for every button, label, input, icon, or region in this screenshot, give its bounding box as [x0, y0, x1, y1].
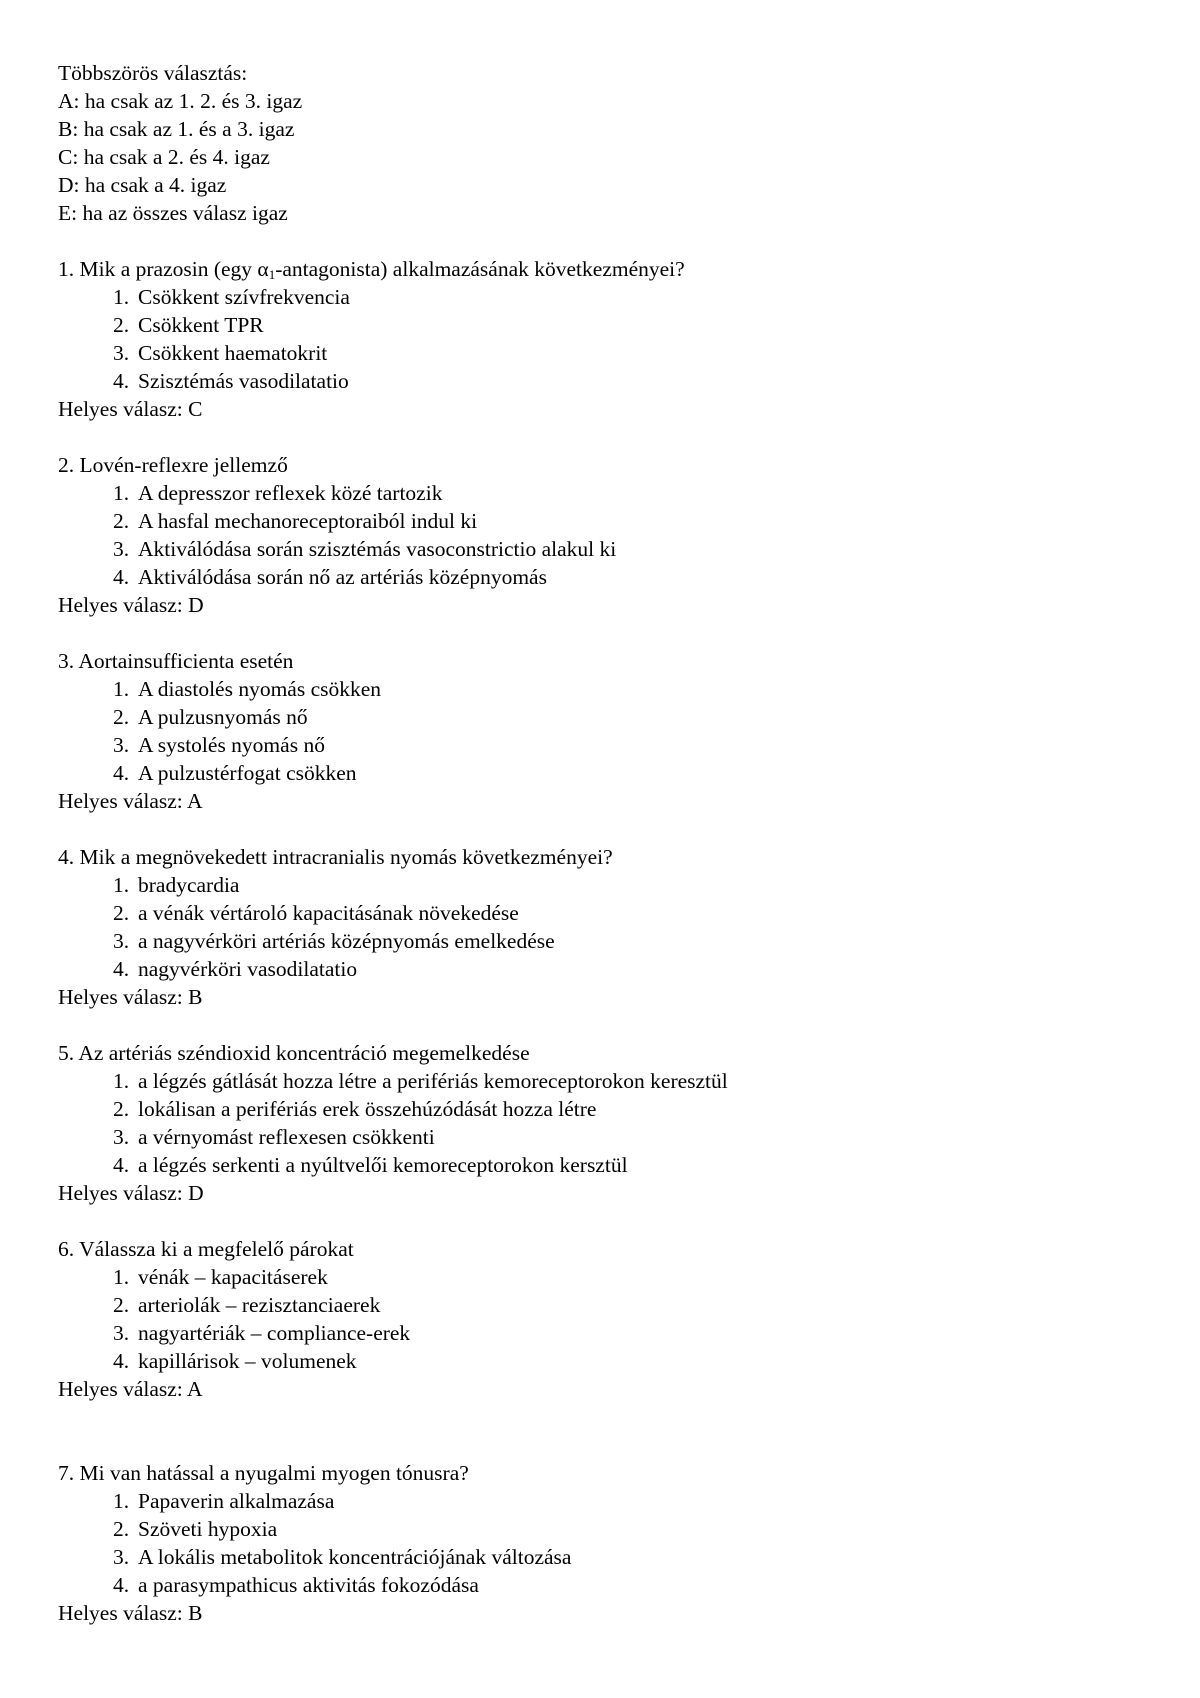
option-item — [58, 535, 1158, 563]
option-text: A depresszor reflexek közé tartozik — [138, 481, 443, 505]
option-text: Csökkent szívfrekvencia — [138, 285, 350, 309]
option-list — [58, 1263, 1158, 1375]
spacer — [58, 227, 1158, 255]
option-item — [58, 1487, 1158, 1515]
option-item — [58, 1543, 1158, 1571]
option-text: Csökkent haematokrit — [138, 341, 328, 365]
option-number: 4. — [113, 761, 130, 785]
correct-answer: Helyes válasz: A — [58, 789, 203, 813]
option-number: 2. — [113, 1293, 130, 1317]
option-text: A hasfal mechanoreceptoraiból indul ki — [138, 509, 478, 533]
option-number: 4. — [113, 1349, 130, 1373]
question-text: 6. Válassza ki a megfelelő párokat — [58, 1237, 354, 1261]
option-item — [58, 507, 1158, 535]
option-number: 3. — [113, 1321, 130, 1345]
correct-answer: Helyes válasz: C — [58, 397, 203, 421]
option-number: 1. — [113, 677, 130, 701]
option-item — [58, 311, 1158, 339]
option-number: 2. — [113, 509, 130, 533]
option-number: 1. — [113, 1069, 130, 1093]
option-number: 4. — [113, 369, 130, 393]
option-text: a vénák vértároló kapacitásának növekedése — [138, 901, 519, 925]
option-text: A diastolés nyomás csökken — [138, 677, 382, 701]
option-number: 2. — [113, 1517, 130, 1541]
option-item — [58, 1347, 1158, 1375]
question-text — [58, 255, 1158, 283]
question-text: 3. Aortainsufficienta esetén — [58, 649, 294, 673]
answer-key-e: E: ha az összes válasz igaz — [58, 201, 288, 225]
option-text: nagyartériák – compliance-erek — [138, 1321, 411, 1345]
option-list — [58, 1067, 1158, 1179]
option-item — [58, 1515, 1158, 1543]
spacer — [58, 1207, 1158, 1235]
correct-answer: Helyes válasz: B — [58, 985, 203, 1009]
option-item — [58, 367, 1158, 395]
option-text: Szöveti hypoxia — [138, 1517, 278, 1541]
option-item — [58, 759, 1158, 787]
option-item — [58, 1095, 1158, 1123]
option-text: Papaverin alkalmazása — [138, 1489, 335, 1513]
option-item — [58, 1067, 1158, 1095]
option-item — [58, 703, 1158, 731]
option-item — [58, 1571, 1158, 1599]
option-item — [58, 339, 1158, 367]
option-list — [58, 479, 1158, 591]
option-number: 3. — [113, 929, 130, 953]
option-number: 3. — [113, 341, 130, 365]
instructions-title: Többszörös választás: — [58, 61, 248, 85]
option-text: kapillárisok – volumenek — [138, 1349, 357, 1373]
option-text: a parasympathicus aktivitás fokozódása — [138, 1573, 479, 1597]
option-item — [58, 927, 1158, 955]
option-text: a légzés serkenti a nyúltvelői kemoreceptorokon kersztül — [138, 1153, 628, 1177]
question-text-part: 1. Mik a prazosin (egy α — [58, 257, 269, 281]
option-item — [58, 1151, 1158, 1179]
option-list — [58, 675, 1158, 787]
option-item — [58, 1123, 1158, 1151]
option-text: Csökkent TPR — [138, 313, 264, 337]
question-text: 2. Lovén-reflexre jellemző — [58, 453, 288, 477]
answer-key-d: D: ha csak a 4. igaz — [58, 173, 227, 197]
option-text: A pulzusnyomás nő — [138, 705, 308, 729]
option-number: 2. — [113, 901, 130, 925]
option-number: 1. — [113, 873, 130, 897]
option-text: Szisztémás vasodilatatio — [138, 369, 349, 393]
option-text: A lokális metabolitok koncentrációjának változása — [138, 1545, 572, 1569]
option-item — [58, 871, 1158, 899]
option-number: 4. — [113, 957, 130, 981]
option-number: 4. — [113, 1573, 130, 1597]
option-number: 1. — [113, 285, 130, 309]
option-number: 4. — [113, 1153, 130, 1177]
option-item — [58, 479, 1158, 507]
option-number: 2. — [113, 313, 130, 337]
option-item — [58, 675, 1158, 703]
option-number: 4. — [113, 565, 130, 589]
option-number: 2. — [113, 705, 130, 729]
spacer — [58, 423, 1158, 451]
option-list — [58, 871, 1158, 983]
option-text: Aktiválódása során szisztémás vasoconstrictio alakul ki — [138, 537, 617, 561]
option-text: vénák – kapacitáserek — [138, 1265, 328, 1289]
correct-answer: Helyes válasz: D — [58, 593, 204, 617]
document-page — [58, 59, 1158, 1627]
option-number: 3. — [113, 733, 130, 757]
option-text: bradycardia — [138, 873, 240, 897]
spacer — [58, 1011, 1158, 1039]
option-item — [58, 563, 1158, 591]
spacer — [58, 1403, 1158, 1459]
option-number: 3. — [113, 537, 130, 561]
answer-key-c: C: ha csak a 2. és 4. igaz — [58, 145, 270, 169]
correct-answer: Helyes válasz: A — [58, 1377, 203, 1401]
subscript: 1 — [268, 267, 276, 282]
spacer — [58, 619, 1158, 647]
option-number: 1. — [113, 1265, 130, 1289]
option-item — [58, 1319, 1158, 1347]
option-text: A pulzustérfogat csökken — [138, 761, 357, 785]
correct-answer: Helyes válasz: D — [58, 1181, 204, 1205]
option-text: lokálisan a perifériás erek összehúzódását hozza létre — [138, 1097, 597, 1121]
question-text-part: -antagonista) alkalmazásának következményei? — [275, 257, 685, 281]
correct-answer: Helyes válasz: B — [58, 1601, 203, 1625]
option-number: 3. — [113, 1545, 130, 1569]
option-list — [58, 1487, 1158, 1599]
option-item — [58, 899, 1158, 927]
question-text: 4. Mik a megnövekedett intracranialis nyomás következményei? — [58, 845, 613, 869]
option-number: 3. — [113, 1125, 130, 1149]
option-text: Aktiválódása során nő az artériás középnyomás — [138, 565, 547, 589]
answer-key-a: A: ha csak az 1. 2. és 3. igaz — [58, 89, 303, 113]
option-number: 1. — [113, 1489, 130, 1513]
option-item — [58, 1291, 1158, 1319]
option-text: a vérnyomást reflexesen csökkenti — [138, 1125, 435, 1149]
option-text: a légzés gátlását hozza létre a perifériás kemoreceptorokon keresztül — [138, 1069, 728, 1093]
option-text: A systolés nyomás nő — [138, 733, 325, 757]
option-text: a nagyvérköri artériás középnyomás emelkedése — [138, 929, 555, 953]
spacer — [58, 815, 1158, 843]
option-number: 1. — [113, 481, 130, 505]
option-text: nagyvérköri vasodilatatio — [138, 957, 358, 981]
option-list — [58, 283, 1158, 395]
option-item — [58, 1263, 1158, 1291]
option-number: 2. — [113, 1097, 130, 1121]
option-item — [58, 283, 1158, 311]
option-text: arteriolák – rezisztanciaerek — [138, 1293, 381, 1317]
question-text: 5. Az artériás széndioxid koncentráció megemelkedése — [58, 1041, 530, 1065]
answer-key-b: B: ha csak az 1. és a 3. igaz — [58, 117, 295, 141]
question-text: 7. Mi van hatással a nyugalmi myogen tónusra? — [58, 1461, 469, 1485]
option-item — [58, 955, 1158, 983]
option-item — [58, 731, 1158, 759]
